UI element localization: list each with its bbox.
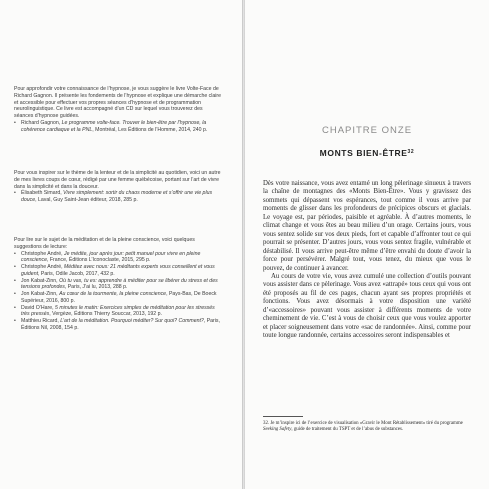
- suggestion-block-meditation: [14, 237, 222, 332]
- reference-author: Richard Gagnon,: [21, 119, 62, 126]
- reference-item: [14, 120, 222, 134]
- footnote-ref: 32: [407, 149, 415, 155]
- body-paragraph: Dès votre naissance, vous avez entamé un long pèlerinage sinueux à travers la chaîne de montagnes des «Monts Bien-Être». Vous y gravissez des sommets qui dépassent vos espérances, tout comme il vous arrive par moments de glisser dans les profondeurs de précipices obscurs et glacials. Le voyage est, par périodes, paisible et agréable. À d’autres moments, le climat change et vous êtes au beau milieu d’un orage. Certains jours, vous vous sentez solide sur vos deux pieds, fort et capable d’affronter tout ce qui pourrait se présenter. D’autres jours, vous vous sentez fragile, vulnérable et déstabilisé. Il vous arrive peut-être même d’être envahi du doute d’avoir la force pour persévérer. Malgré tout, vous tenez, du mieux que vous le pouvez, de continuer à avancer.: [263, 180, 471, 272]
- reference-author: Matthieu Ricard,: [21, 318, 61, 324]
- reference-item: [14, 251, 222, 265]
- reference-author: Christophe André,: [21, 250, 64, 257]
- reference-author: Jon Kabat-Zinn,: [21, 277, 60, 284]
- footnote-number: 32.: [263, 421, 270, 426]
- chapter-body: [263, 180, 471, 341]
- reference-title: 5 minutes le matin: Exercices simples de méditation pour les stressés très pressés: [21, 304, 215, 318]
- block-paragraph: Pour vous inspirer sur le thème de la lenteur et de la simplicité au quotidien, voici un autre de mes livres coups de cœur, rédigé par une femme québécoise, portant sur l’art de vivre dans la simplicité et dans la douceur.: [14, 170, 221, 190]
- right-page: [245, 0, 489, 489]
- reference-title: Vivre simplement: sortir du chaos moderne et s’offrir une vie plus douce: [21, 190, 213, 203]
- reference-author: Élisabeth Simard,: [21, 190, 64, 197]
- reference-title: Je médite, jour après jour: petit manuel pour vivre en pleine conscience: [21, 250, 201, 264]
- block-paragraph: Pour approfondir votre connaissance de l’hypnose, je vous suggère le livre Volte-Face de Richard Gagnon. Il présente les fondements de l’hypnose et explique une démarche claire et accessible pour effectuer vos propres séances d’hypnose et de programmation neurolinguistique. Ce livre est accompagné d’un CD sur lequel vous trouverez des séances d’hypnose guidées.: [14, 86, 222, 119]
- reference-publication: , Paris, J’ai lu, 2013, 288 p.: [64, 284, 128, 291]
- chapter-title-text: MONTS BIEN-ÊTRE: [319, 148, 408, 158]
- reference-publication: , Laval, Guy Saint-Jean éditeur, 2018, 285 p.: [35, 197, 138, 203]
- reference-item: [14, 305, 222, 319]
- reference-title: Le programme volte-face. Trouver le bien-être par l’hypnose, la cohérence cardiaque et la PNL: [21, 119, 207, 133]
- reference-author: David O’Hare,: [21, 304, 56, 311]
- reference-item: [14, 318, 222, 332]
- suggestion-block-hypnose: [14, 86, 222, 133]
- reference-author: Christophe André,: [21, 264, 64, 270]
- chapter-label: CHAPITRE ONZE: [321, 125, 413, 136]
- reference-title: L’art de la méditation. Pourquoi méditer? Sur quoi? Comment?: [60, 318, 204, 324]
- reference-publication: , Pays-Bas, De Boeck Supérieur, 2016, 800 p.: [21, 291, 217, 304]
- suggestion-block-simplicite: [14, 170, 222, 204]
- block-paragraph: Pour lire sur le sujet de la méditation et de la pleine conscience, voici quelques suggestions de lecture:: [14, 237, 195, 250]
- footnote-text: Je m’inspire ici de l’exercice de visualisation «Gravir le Mont Rétablissement» tiré du programme: [269, 421, 463, 426]
- footnote: [263, 421, 471, 433]
- reference-publication: , Paris, Odile Jacob, 2017, 432 p.: [38, 270, 115, 277]
- reference-author: Jon Kabat-Zinn,: [21, 291, 60, 297]
- footnote-title: Seeking Safety: [263, 427, 292, 432]
- reference-publication: , Montréal, Les Éditions de l’Homme, 2014, 240 p.: [92, 126, 208, 133]
- reference-list: [14, 190, 222, 204]
- left-page: [0, 0, 242, 489]
- footnote-rule: [263, 416, 303, 417]
- chapter-title: [245, 148, 489, 158]
- reference-item: [14, 190, 222, 204]
- reference-list: [14, 251, 222, 332]
- reference-item: [14, 291, 222, 305]
- reference-title: Méditez avec nous: 21 méditants experts vous conseillent et vous guident: [21, 264, 215, 277]
- reference-publication: , France, Éditions L’Iconoclaste, 2015, 295 p.: [46, 257, 151, 264]
- footnote-text-end: , guide de traitement du TSPT et de l’abus de substances.: [291, 427, 404, 432]
- reference-publication: , Paris, Éditions Nil, 2008, 154 p.: [21, 318, 220, 331]
- reference-title: Où tu vas, tu es: apprendre à méditer pour se libérer du stress et des tensions profondes: [21, 277, 218, 291]
- reference-list: [14, 120, 222, 134]
- body-paragraph: Au cours de votre vie, vous avez cumulé une collection d’outils pouvant vous assister dans ce pèlerinage. Vous avez «attrapé» tous ceux qui vous ont été proposés au fil de ces pages, chacun ayant ses propres propriétés et fonctions. Vous avez désormais à votre disposition une variété d’«accessoires» pouvant vous assister à différents moments de votre cheminement de vie. C’est à vous de choisir ceux que vous voulez apporter et placer soigneusement dans votre «sac de randonnée». Ainsi, comme pour toute longue randonnée, certains accessoires seront indispensables et: [263, 272, 471, 340]
- reference-publication: , Vergèze, Éditions Thierry Souccar, 2013, 192 p.: [49, 311, 162, 318]
- reference-item: [14, 278, 222, 292]
- reference-item: [14, 264, 222, 278]
- reference-title: Au cœur de la tourmente, la pleine conscience: [59, 291, 167, 297]
